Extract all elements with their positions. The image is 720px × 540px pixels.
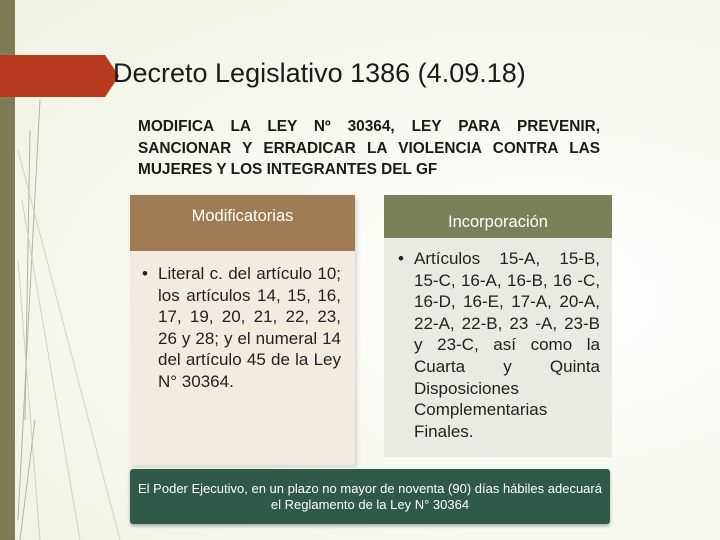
incorporacion-text: Artículos 15-A, 15-B, 15-C, 16-A, 16-B, 16 -C, 16-D, 16-E, 17-A, 20-A, 22-A, 22-B, 23 -A, 23-B y 23-C, así como la Cuarta y Quinta Disposiciones Complementarias Finales. — [414, 249, 600, 441]
incorporacion-body — [384, 238, 612, 457]
modificatorias-heading: Modificatorias — [130, 195, 355, 251]
bullet-icon: • — [398, 249, 404, 268]
slide-subtitle: MODIFICA LA LEY Nº 30364, LEY PARA PREVENIR, SANCIONAR Y ERRADICAR LA VIOLENCIA CONTRA LAS MUJERES Y LOS INTEGRANTES DEL GF — [138, 118, 600, 178]
bullet-icon: • — [142, 264, 148, 283]
incorporacion-heading: Incorporación — [384, 195, 612, 238]
incorporacion-column — [384, 195, 612, 457]
modificatorias-column — [130, 195, 355, 465]
footer-note-box — [130, 469, 610, 524]
modificatorias-text: Literal c. del artículo 10; los artículos 14, 15, 16, 17, 19, 20, 21, 22, 23, 26 y 28; y el numeral 14 del artículo 45 de la Ley N° 30364. — [158, 264, 341, 391]
title-accent-arrow — [0, 55, 105, 97]
modificatorias-body — [130, 251, 355, 465]
footer-note-text: El Poder Ejecutivo, en un plazo no mayor de noventa (90) días hábiles adecuará el Reglamento de la Ley N° 30364 — [138, 480, 602, 512]
slide-title: Decreto Legislativo 1386 (4.09.18) — [113, 58, 526, 88]
